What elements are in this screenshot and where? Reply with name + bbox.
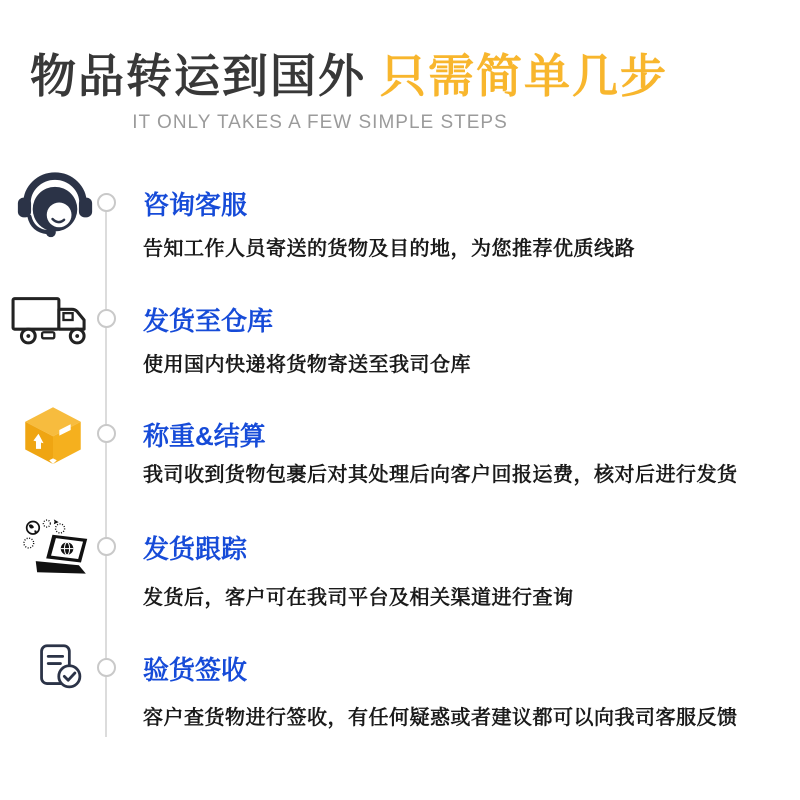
page-title-main: 物品转运到国外	[30, 51, 366, 102]
timeline-dot	[97, 424, 116, 443]
page-subtitle: IT ONLY TAKES A FEW SIMPLE STEPS	[132, 112, 508, 133]
package-box-icon	[20, 406, 86, 464]
page-title	[30, 52, 770, 103]
step-description: 发货后，客户可在我司平台及相关渠道进行查询	[143, 587, 574, 609]
step-description: 容户查货物进行签收，有任何疑惑或者建议都可以向我司客服反馈	[143, 707, 738, 729]
page-title-highlight: 只需简单几步	[380, 51, 668, 102]
step-title: 验货签收	[143, 655, 248, 685]
step-title: 发货跟踪	[143, 534, 248, 564]
delivery-truck-icon	[10, 292, 94, 348]
timeline-dot	[97, 309, 116, 328]
timeline-dot	[97, 658, 116, 677]
step-title: 发货至仓库	[143, 306, 274, 336]
timeline-dot	[97, 537, 116, 556]
headset-customer-service-icon	[12, 172, 98, 238]
step-description: 我司收到货物包裹后对其处理后向客户回报运费，核对后进行发货	[143, 464, 738, 486]
step-title: 称重&结算	[143, 421, 266, 451]
laptop-tracking-icon	[22, 518, 94, 582]
step-title: 咨询客服	[143, 190, 248, 220]
timeline-line	[105, 203, 107, 737]
step-description: 告知工作人员寄送的货物及目的地，为您推荐优质线路	[143, 238, 635, 260]
checklist-sign-icon	[36, 642, 86, 694]
timeline-dot	[97, 193, 116, 212]
step-description: 使用国内快递将货物寄送至我司仓库	[143, 354, 471, 376]
